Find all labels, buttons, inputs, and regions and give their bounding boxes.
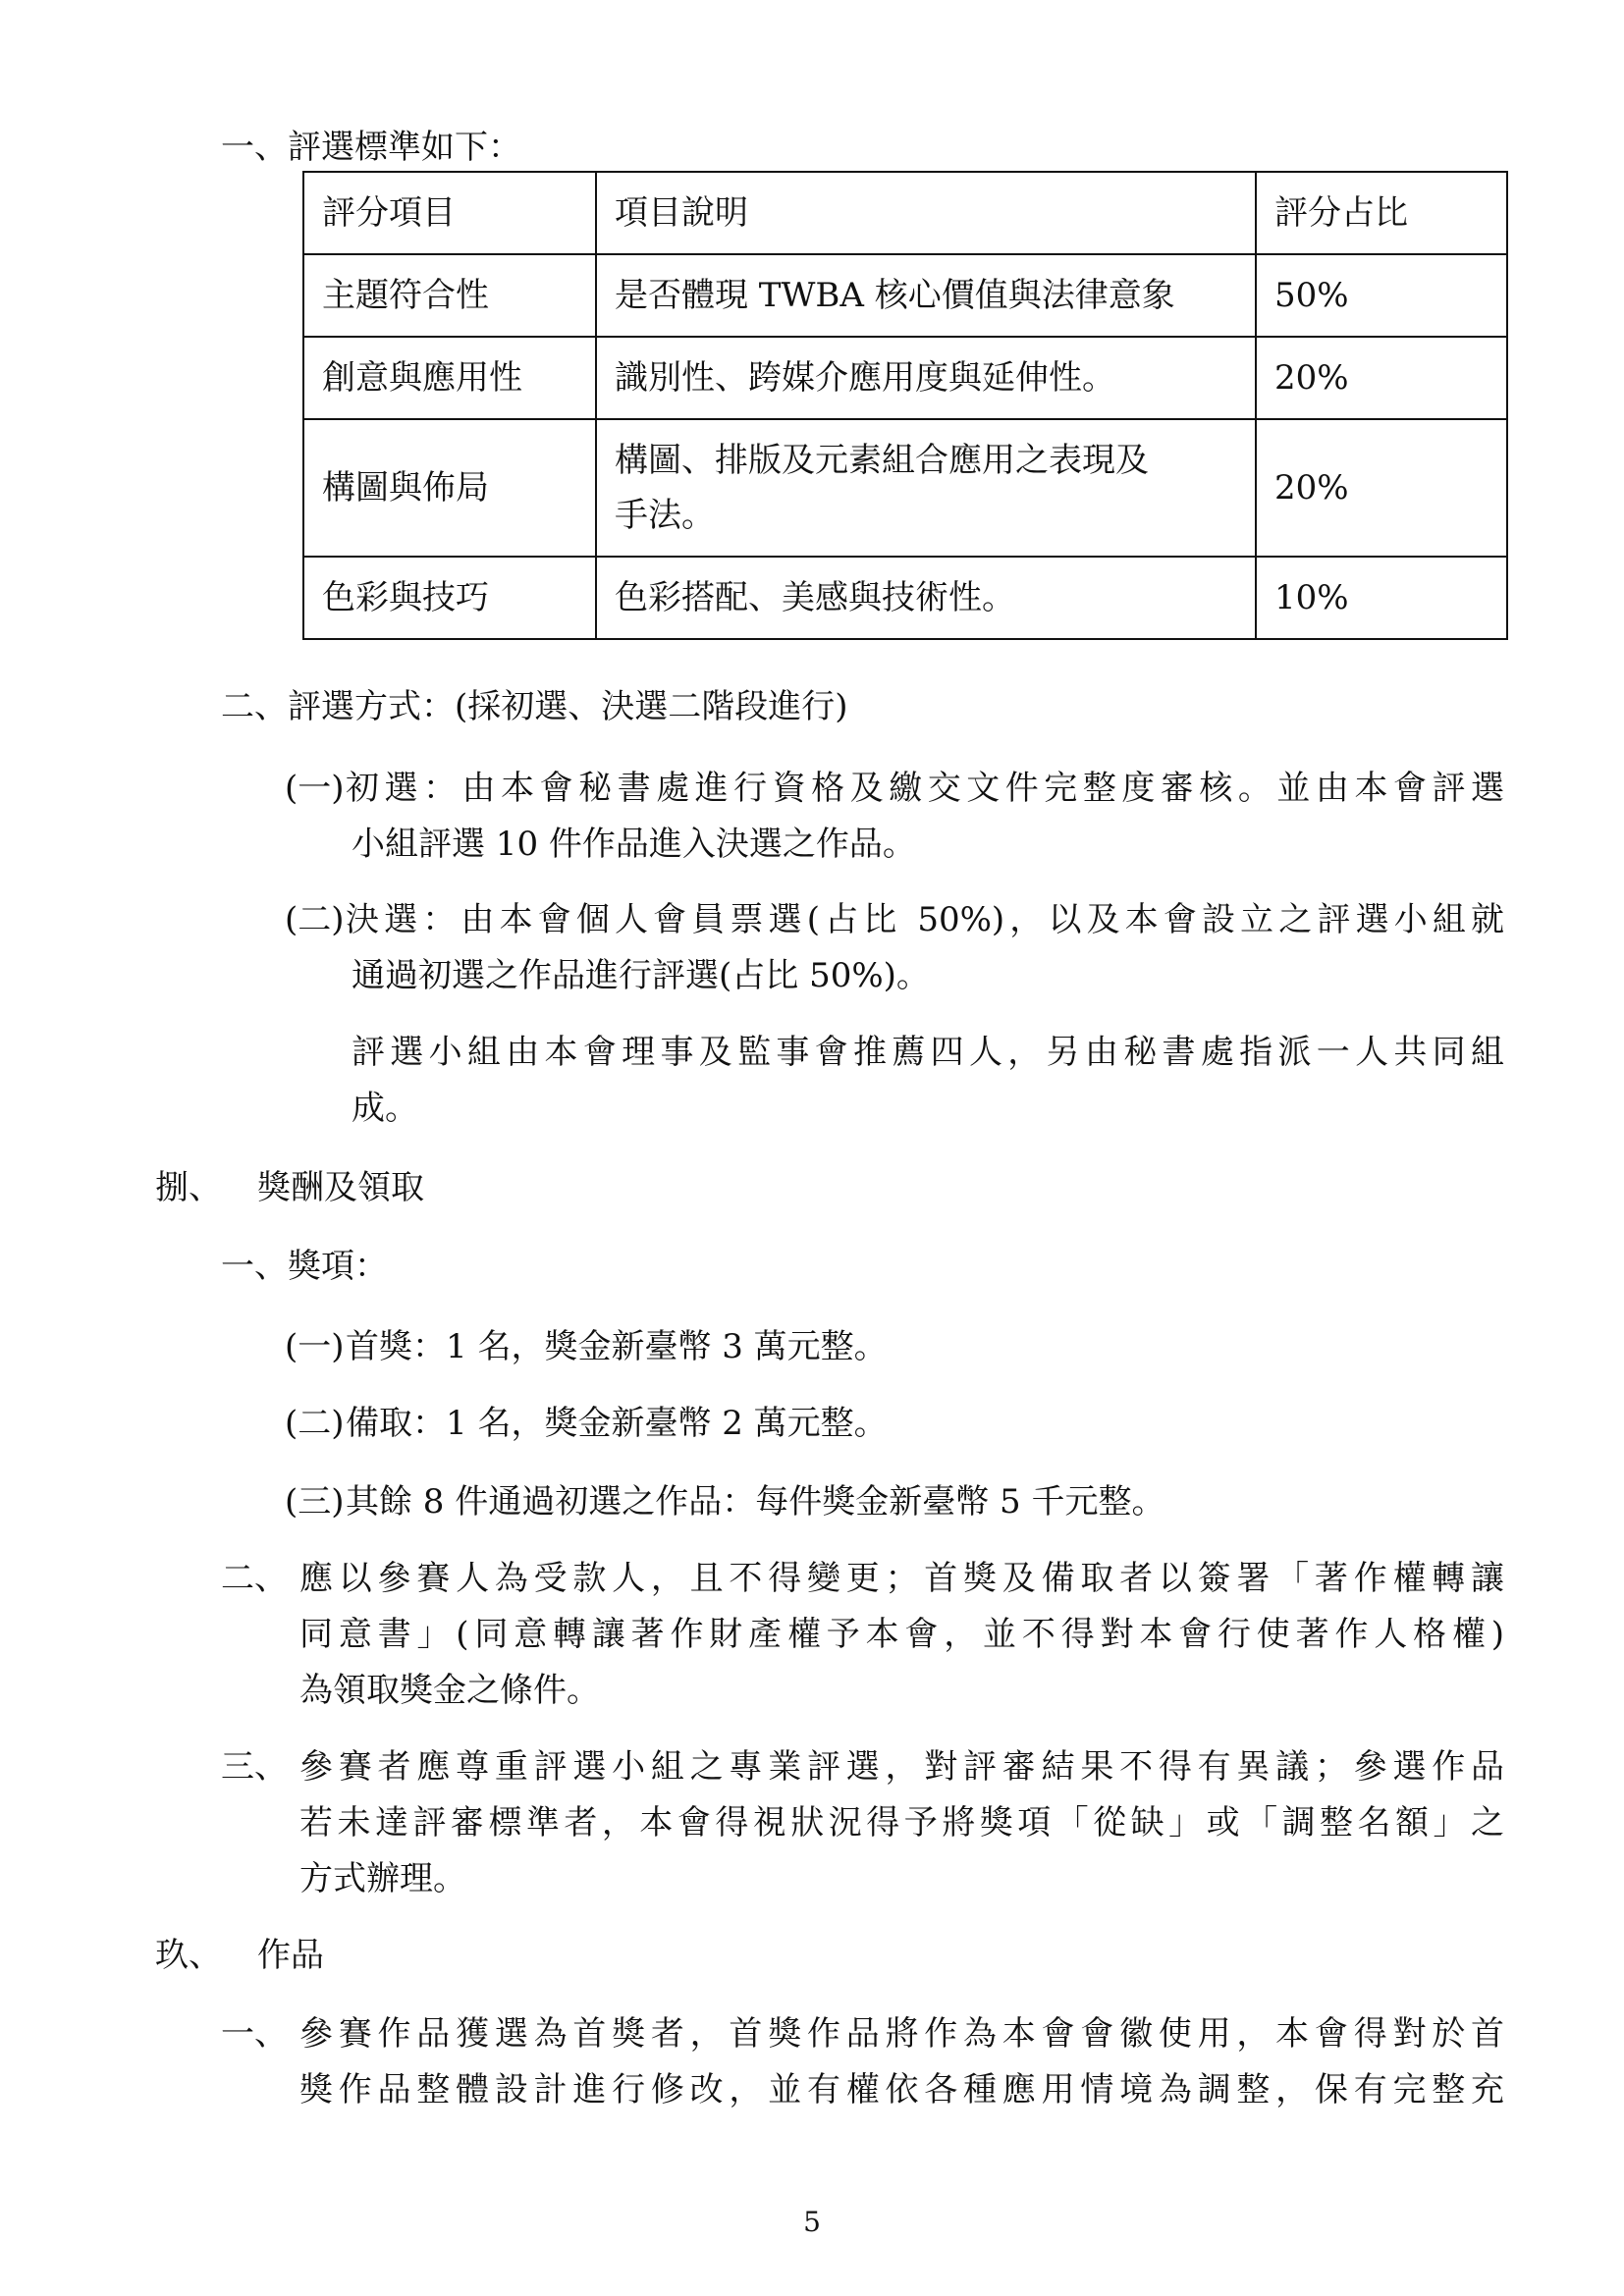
table-cell-ratio: 50% <box>1256 254 1507 337</box>
method-item-line: 通過初選之作品進行評選(占比 50%)。 <box>352 956 930 995</box>
criteria-table <box>302 171 1508 640</box>
clause-line: 參賽者應尊重評選小組之專業評選，對評審結果不得有異議；參選作品 <box>299 1747 1504 1787</box>
chapter-number: 玖、 <box>155 1936 222 1975</box>
table-row <box>303 254 1507 337</box>
clause-marker: 一、 <box>221 2014 288 2054</box>
criteria-heading-text: 一、評選標準如下： <box>221 128 521 167</box>
clause-line: 獎作品整體設計進行修改，並有權依各種應用情境為調整，保有完整充 <box>299 2070 1504 2109</box>
award-item-marker: (一) <box>285 1327 345 1366</box>
table-cell-item: 構圖與佈局 <box>303 419 596 557</box>
clause-line: 應以參賽人為受款人，且不得變更；首獎及備取者以簽署「著作權轉讓 <box>299 1559 1504 1598</box>
table-cell-desc-line: 構圖、排版及元素組合應用之表現及 <box>615 441 1149 480</box>
method-item-marker: (二) <box>285 900 345 939</box>
table-cell-desc <box>596 419 1256 557</box>
award-item-text: 其餘 8 件通過初選之作品：每件獎金新臺幣 5 千元整。 <box>346 1482 1165 1522</box>
method-note-line: 成。 <box>352 1089 418 1128</box>
table-row <box>303 337 1507 419</box>
award-item-text: 備取：1 名，獎金新臺幣 2 萬元整。 <box>346 1404 888 1443</box>
table-cell-item: 創意與應用性 <box>303 337 596 419</box>
chapter-number: 捌、 <box>155 1168 222 1207</box>
table-cell-ratio: 20% <box>1256 337 1507 419</box>
table-cell-item: 主題符合性 <box>303 254 596 337</box>
clause-marker: 三、 <box>221 1747 288 1787</box>
table-row <box>303 419 1507 557</box>
clause-marker: 二、 <box>221 1559 288 1598</box>
table-header-cell: 項目說明 <box>596 172 1256 254</box>
clause-line: 參賽作品獲選為首獎者，首獎作品將作為本會會徽使用，本會得對於首 <box>299 2014 1504 2054</box>
award-item-marker: (二) <box>285 1404 345 1443</box>
method-item-line: 決選：由本會個人會員票選(占比 50%)，以及本會設立之評選小組就 <box>346 900 1504 939</box>
table-header-cell: 評分占比 <box>1256 172 1507 254</box>
table-cell-ratio: 10% <box>1256 557 1507 639</box>
table-cell-desc-line: 手法。 <box>615 496 715 535</box>
method-item-line: 小組評選 10 件作品進入決選之作品。 <box>352 825 916 864</box>
method-item-line: 初選：由本會秘書處進行資格及繳交文件完整度審核。並由本會評選 <box>346 769 1504 808</box>
award-item-text: 首獎：1 名，獎金新臺幣 3 萬元整。 <box>346 1327 888 1366</box>
award-item-marker: (三) <box>285 1482 345 1522</box>
table-cell-item: 色彩與技巧 <box>303 557 596 639</box>
clause-line: 同意書」(同意轉讓著作財產權予本會，並不得對本會行使著作人格權) <box>299 1615 1504 1654</box>
table-cell-desc: 識別性、跨媒介應用度與延伸性。 <box>596 337 1256 419</box>
method-note-line: 評選小組由本會理事及監事會推薦四人，另由秘書處指派一人共同組 <box>352 1033 1504 1072</box>
awards-heading-text: 一、獎項： <box>221 1247 388 1286</box>
table-header-row <box>303 172 1507 254</box>
clause-line: 若未達評審標準者，本會得視狀況得予將獎項「從缺」或「調整名額」之 <box>299 1803 1504 1842</box>
clause-line: 為領取獎金之條件。 <box>299 1671 600 1710</box>
page-number: 5 <box>803 2206 821 2238</box>
table-cell-desc: 色彩搭配、美感與技術性。 <box>596 557 1256 639</box>
chapter-title: 獎酬及領取 <box>257 1168 424 1207</box>
method-heading-text: 二、評選方式：(採初選、決選二階段進行) <box>221 687 848 726</box>
table-header-cell: 評分項目 <box>303 172 596 254</box>
table-cell-ratio: 20% <box>1256 419 1507 557</box>
table-cell-desc: 是否體現 TWBA 核心價值與法律意象 <box>596 254 1256 337</box>
table-row <box>303 557 1507 639</box>
method-item-marker: (一) <box>285 769 345 808</box>
chapter-title: 作品 <box>257 1936 324 1975</box>
clause-line: 方式辦理。 <box>299 1859 466 1898</box>
